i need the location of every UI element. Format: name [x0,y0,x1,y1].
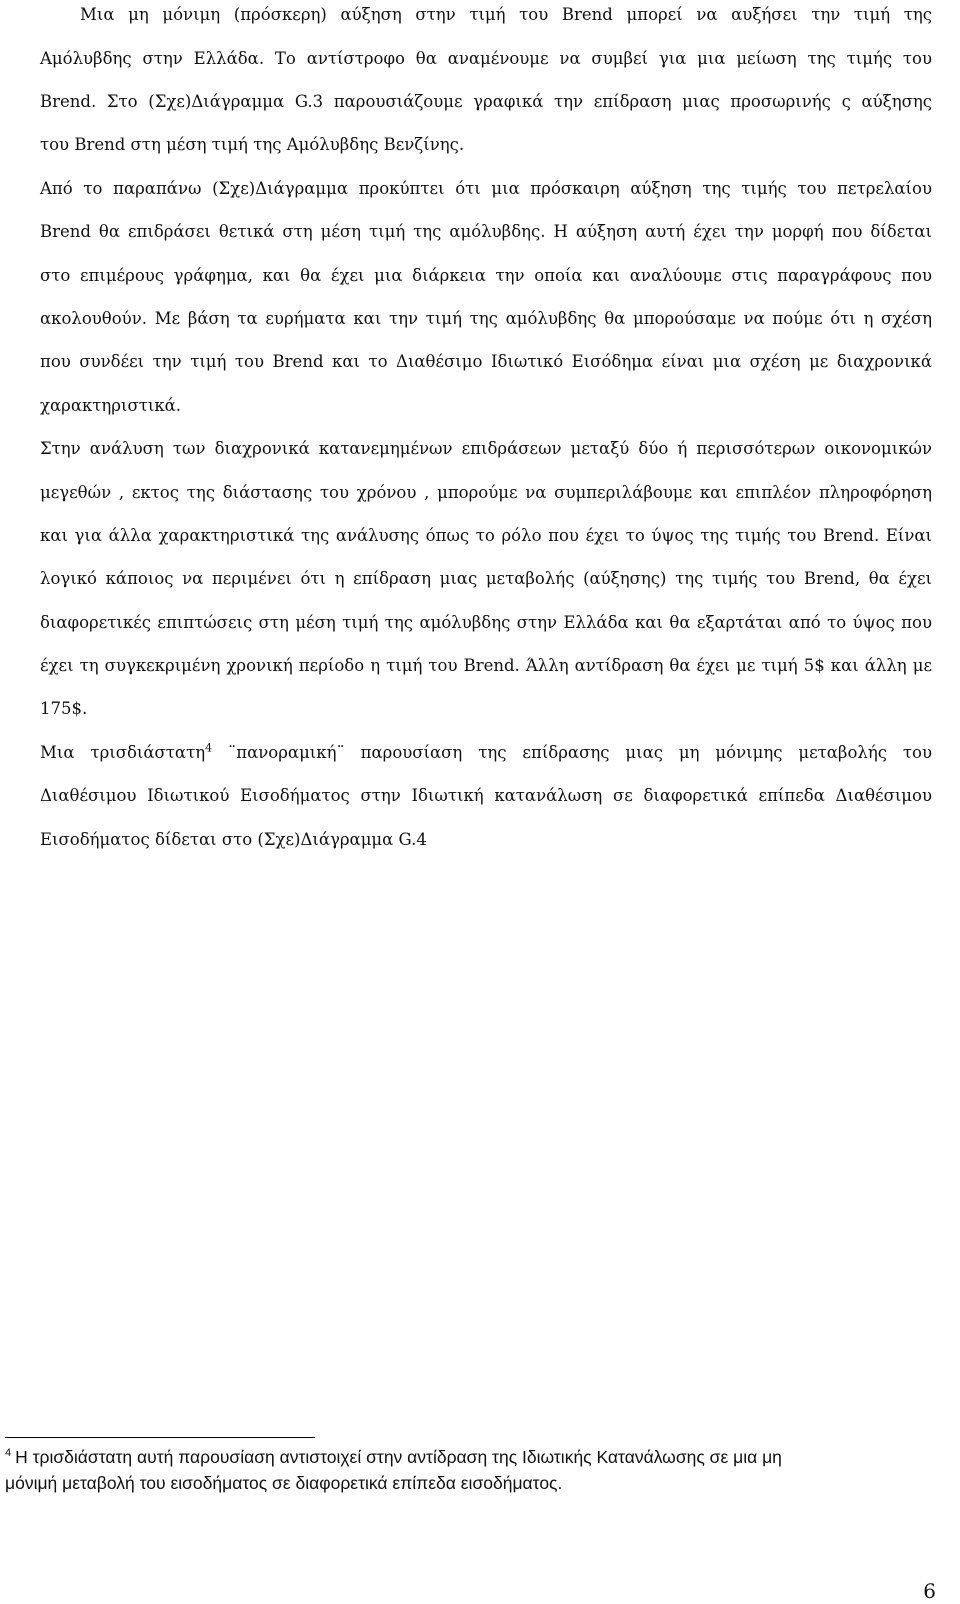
footnote-mark: 4 [5,1447,12,1460]
paragraph-line [40,308,932,330]
footnote-reference[interactable]: 4 [205,741,213,755]
paragraph-line: Brend. Στο (Σχε)Διάγραμμα G.3 παρουσιάζουμε γραφικά την επίδραση μιας προσωρινής ς αύξησης [40,92,932,111]
paragraph-line: που συνδέει την τιμή του Brend και το Διαθέσιμο Ιδιωτικό Εισόδημα είναι μια σχέση με διαχρονικά [40,352,932,371]
text-segment: Άλλη αντίδραση θα έχει με τιμή 5$ και άλλη με [525,656,933,675]
paragraph-line: χαρακτηριστικά. [40,396,182,415]
paragraph-line: Διαθέσιμου Ιδιωτικού Εισοδήματος στην Ιδιωτική κατανάλωση σε διαφορετικά επίπεδα Διαθέσιμου [40,786,932,805]
footnote-separator [5,1437,315,1438]
paragraph-line: Εισοδήματος δίδεται στο (Σχε)Διάγραμμα G.4 [40,830,427,849]
text-segment: Μια τρισδιάστατη [40,743,206,762]
footnote-text [5,1472,935,1494]
paragraph-line: Από το παραπάνω (Σχε)Διάγραμμα προκύπτει ότι μια πρόσκαιρη αύξηση της τιμής του πετρελαίου [40,179,932,198]
paragraph-line: μεγεθών , εκτος της διάστασης του χρόνου , μπορούμε να συμπεριλάβουμε και επιπλέον πληροφόρηση [40,483,932,502]
footnote-line-1: Η τρισδιάστατη αυτή παρουσίαση αντιστοιχεί στην αντίδραση της Ιδιωτικής Κατανάλωσης σε μια μη [15,1447,782,1467]
paragraph-line: Στην ανάλυση των διαχρονικά κατανεμημένων επιδράσεων μεταξύ δύο ή περισσότερων οικονομικών [40,439,932,458]
text-segment: Η αύξηση αυτή έχει την μορφή που δίδεται [553,222,932,241]
paragraph-line [40,742,932,764]
page-number: 6 [923,1579,936,1603]
text-segment: Είναι [885,526,932,545]
footnote-text [5,1446,935,1468]
text-segment: ¨πανοραμική¨ παρουσίαση της επίδρασης μιας μη μόνιμης μεταβολής του [212,743,932,762]
paragraph-line [40,525,932,547]
paragraph-line: Μια μη μόνιμη (πρόσκερη) αύξηση στην τιμή του Brend μπορεί να αυξήσει την τιμή της [80,5,932,24]
paragraph-line: στο επιμέρους γράφημα, και θα έχει μια διάρκεια την οποία και αναλύουμε στις παραγράφους που [40,266,932,285]
text-segment: και για άλλα χαρακτηριστικά της ανάλυσης όπως το ρόλο που έχει το ύψος της τιμής του Brend. [40,526,880,545]
text-segment: Brend θα επιδράσει θετικά στη μέση τιμή της αμόλυβδης. [40,222,546,241]
paragraph-line: Αμόλυβδης στην Ελλάδα. Το αντίστροφο θα αναμένουμε να συμβεί για μια μείωση της τιμής του [40,49,932,68]
footnote-line-2: μόνιμή μεταβολή του εισοδήματος σε διαφορετικά επίπεδα εισοδήματος. [5,1473,563,1493]
paragraph-line: 175$. [40,699,88,718]
text-segment: Με βάση τα ευρήματα και την τιμή της αμόλυβδης θα μπορούσαμε να πούμε ότι η σχέση [154,309,932,328]
paragraph-line: διαφορετικές επιπτώσεις στη μέση τιμή της αμόλυβδης στην Ελλάδα και θα εξαρτάται από το ύψος που [40,613,932,632]
text-segment: ακολουθούν. [40,309,147,328]
paragraph-line: λογικό κάποιος να περιμένει ότι η επίδραση μιας μεταβολής (αύξησης) της τιμής του Brend, θα έχει [40,569,932,588]
paragraph-line [40,655,932,677]
text-segment: έχει τη συγκεκριμένη χρονική περίοδο η τιμή του Brend. [40,656,520,675]
paragraph-line [40,221,932,243]
paragraph-line: του Brend στη μέση τιμή της Αμόλυβδης Βενζίνης. [40,135,465,154]
